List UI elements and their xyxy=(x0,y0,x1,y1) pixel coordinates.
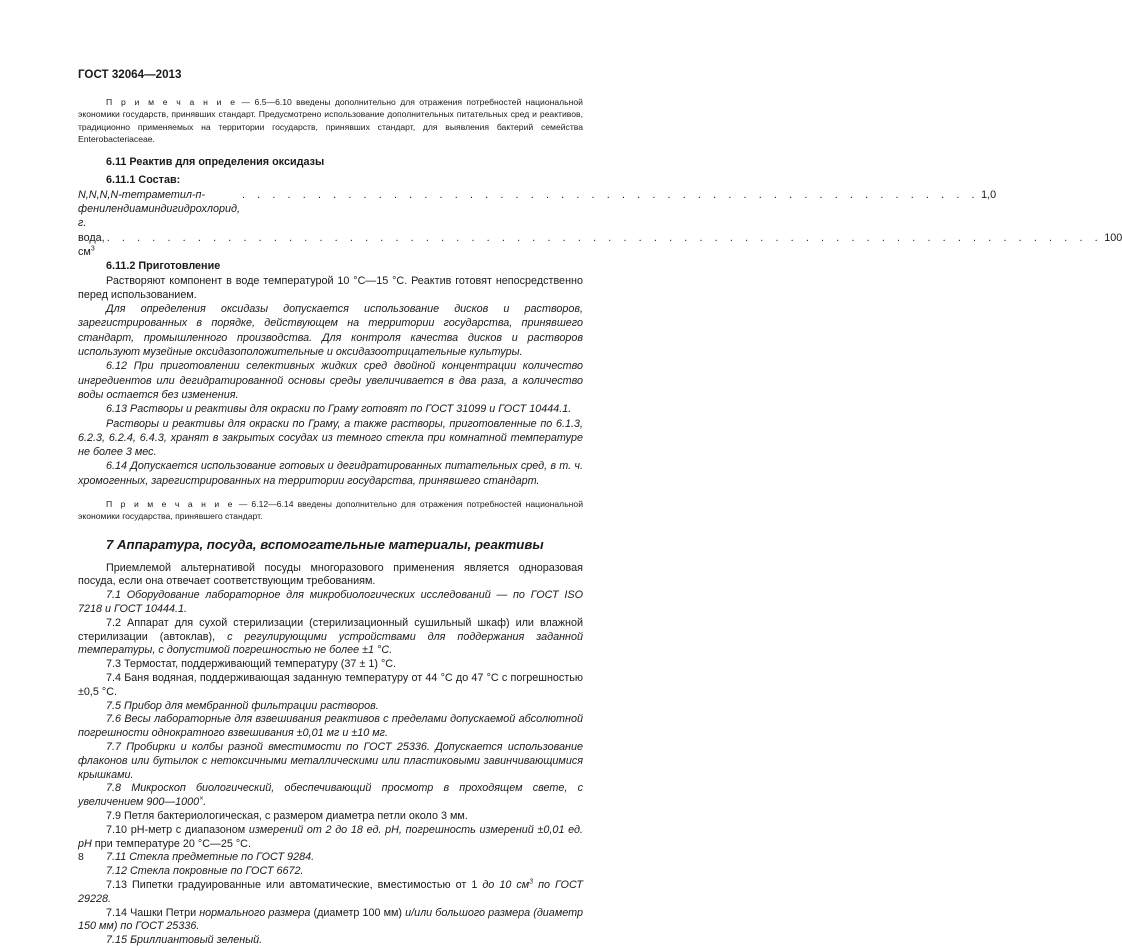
subsection-6-11-2: 6.11.2 Приготовление xyxy=(106,260,221,273)
item-7-14 xyxy=(78,907,583,935)
note-label: П р и м е ч а н и е xyxy=(106,499,235,510)
document-page xyxy=(78,68,1122,948)
note-label: П р и м е ч а н и е xyxy=(106,97,238,107)
item-7-3: 7.3 Термостат, поддерживающий температуру (37 ± 1) °С. xyxy=(106,658,397,671)
paragraph-6-12: 6.12 При приготовлении селективных жидких сред двойной концентрации количество ингредиентов или дегидратированной основы среды увеличивается в два раза, а количество воды остается без изменения. xyxy=(78,360,583,401)
item-7-10 xyxy=(78,824,583,852)
subsection-6-11-1: 6.11.1 Состав: xyxy=(106,174,181,187)
item-7-13-sup: 3 xyxy=(529,878,534,886)
reagent-name: N,N,N,N-тетраметил-п-фенилендиаминдигидрохлорид, г. xyxy=(78,188,240,230)
item-7-14-b: нормального размера xyxy=(199,906,311,919)
note-text: — 6.12—6.14 введены дополнительно для отражения потребностей национальной экономики государства, принявшего стандарт. xyxy=(78,499,583,522)
reagent-amount: 1,0 xyxy=(981,188,997,201)
item-7-11: 7.11 Стекла предметные по ГОСТ 9284. xyxy=(106,851,315,864)
item-7-8 xyxy=(78,782,583,810)
document-header: ГОСТ 32064—2013 xyxy=(78,68,182,81)
item-7-8-end: . xyxy=(203,796,207,809)
note-6-12-6-14 xyxy=(78,498,583,523)
composition-row-reagent xyxy=(78,188,997,231)
leader-dots: . . . . . . . . . . . . . . . . . . . . . . . . . . . . . . . . . . . . . . . . . . . . . . . . . . . . . . . . . . . . . . . . . . xyxy=(106,231,1103,244)
section-7-title: 7 Аппаратура, посуда, вспомогательные материалы, реактивы xyxy=(106,536,544,552)
item-7-13-a: 7.13 Пипетки градуированные или автоматические, вместимостью от 1 xyxy=(106,878,483,891)
item-7-13-b: до 10 см xyxy=(482,878,530,891)
item-7-9: 7.9 Петля бактериологическая, с размером диаметра петли около 3 мм. xyxy=(106,809,468,822)
item-7-2-italic: с регулирующими устройствами для поддержания заданной температуры, с допустимой погрешностью не более ±1 °С. xyxy=(78,630,584,657)
item-7-2-text: 7.2 Аппарат для сухой стерилизации (стерилизационный сушильный шкаф) или влажной стерилизации (автоклав), xyxy=(78,616,583,643)
item-7-10-b: измерений от 2 до 18 ед. pH, погрешность измерений ±0,01 ед. pH xyxy=(78,823,583,850)
item-7-12: 7.12 Стекла покровные по ГОСТ 6672. xyxy=(106,865,304,878)
water-unit-sup: 3 xyxy=(90,245,95,253)
composition-row-water xyxy=(78,231,1122,260)
item-7-10-a: 7.10 pH-метр с диапазоном xyxy=(106,823,249,836)
item-7-4: 7.4 Баня водяная, поддерживающая заданную температуру от 44 °С до 47 °С с погрешностью ±0,5 °С. xyxy=(78,671,583,698)
item-7-5: 7.5 Прибор для мембранной фильтрации растворов. xyxy=(106,699,379,712)
item-7-7: 7.7 Пробирки и колбы разной вместимости по ГОСТ 25336. Допускается использование флаконов или бутылок с нетоксичными металлическими или пластиковыми завинчивающимися крышками. xyxy=(78,740,583,781)
paragraph-6-13: 6.13 Растворы и реактивы для окраски по Граму готовят по ГОСТ 31099 и ГОСТ 10444.1. xyxy=(106,403,572,416)
paragraph-6-14: 6.14 Допускается использование готовых и дегидратированных питательных сред, в т. ч. хромогенных, зарегистрированных на территории государства, принявшего стандарт. xyxy=(78,460,583,487)
item-7-14-a: 7.14 Чашки Петри xyxy=(106,906,200,919)
paragraph-6-13-storage: Растворы и реактивы для окраски по Граму, а также растворы, приготовленные по 6.1.3, 6.2.3, 6.2.4, 6.4.3, хранят в закрытых сосудах из темного стекла при комнатной температуре не более 3 мес. xyxy=(78,417,583,459)
water-label: вода, см xyxy=(78,231,105,258)
section-7-intro: Приемлемой альтернативой посуды многоразового применения является одноразовая посуда, если она отвечает соответствующим требованиям. xyxy=(78,561,583,588)
item-7-13-c: по ГОСТ 29228. xyxy=(78,878,583,905)
note-text: — 6.5—6.10 введены дополнительно для отражения потребностей национальной экономики государств, принявших стандарт. Предусмотрено использование дополнительных питательных сред и реактивов, традиционно применяемых на территории государств, принявших стандарт, для выявления бактерий семейства Enterobacteriaceae. xyxy=(78,97,583,144)
item-7-10-c: при температуре 20 °С—25 °С. xyxy=(91,837,251,850)
item-7-2 xyxy=(78,617,583,658)
oxidase-disks-text: Для определения оксидазы допускается использование дисков и растворов, зарегистрированных в порядке, действующем на территории государства, принявшего стандарт, промышленного производства. Для контроля качества дисков и растворов используют музейные оксидазоположительные и оксидазоотрицательные культуры. xyxy=(78,303,583,359)
item-7-14-d: и/или большого размера (диаметр 150 мм) по ГОСТ 25336. xyxy=(78,906,583,933)
item-7-1: 7.1 Оборудование лабораторное для микробиологических исследований — по ГОСТ ISO 7218 и ГОСТ 10444.1. xyxy=(78,589,583,615)
leader-dots: . . . . . . . . . . . . . . . . . . . . . . . . . . . . . . . . . . . . . . . . . . . . . . . . . xyxy=(241,188,980,201)
item-7-8-sup: × xyxy=(199,795,204,803)
item-7-13 xyxy=(78,879,583,907)
item-7-14-c: (диаметр 100 мм) xyxy=(310,906,406,919)
note-6-5-6-10 xyxy=(78,96,583,145)
item-7-15: 7.15 Бриллиантовый зеленый. xyxy=(106,934,263,947)
water-amount: 100 xyxy=(1104,231,1122,244)
item-7-6: 7.6 Весы лабораторные для взвешивания реактивов с пределами допускаемой абсолютной погрешности однократного взвешивания ±0,01 мг и ±10 мг. xyxy=(78,713,583,740)
item-7-8-text: 7.8 Микроскоп биологический, обеспечивающий просмотр в проходящем свете, с увеличением 900—1000 xyxy=(78,782,583,809)
page-number: 8 xyxy=(78,851,84,863)
preparation-text: Растворяют компонент в воде температурой 10 °С—15 °С. Реактив готовят непосредственно перед использованием. xyxy=(78,274,583,301)
section-6-11-title: 6.11 Реактив для определения оксидазы xyxy=(106,156,325,169)
